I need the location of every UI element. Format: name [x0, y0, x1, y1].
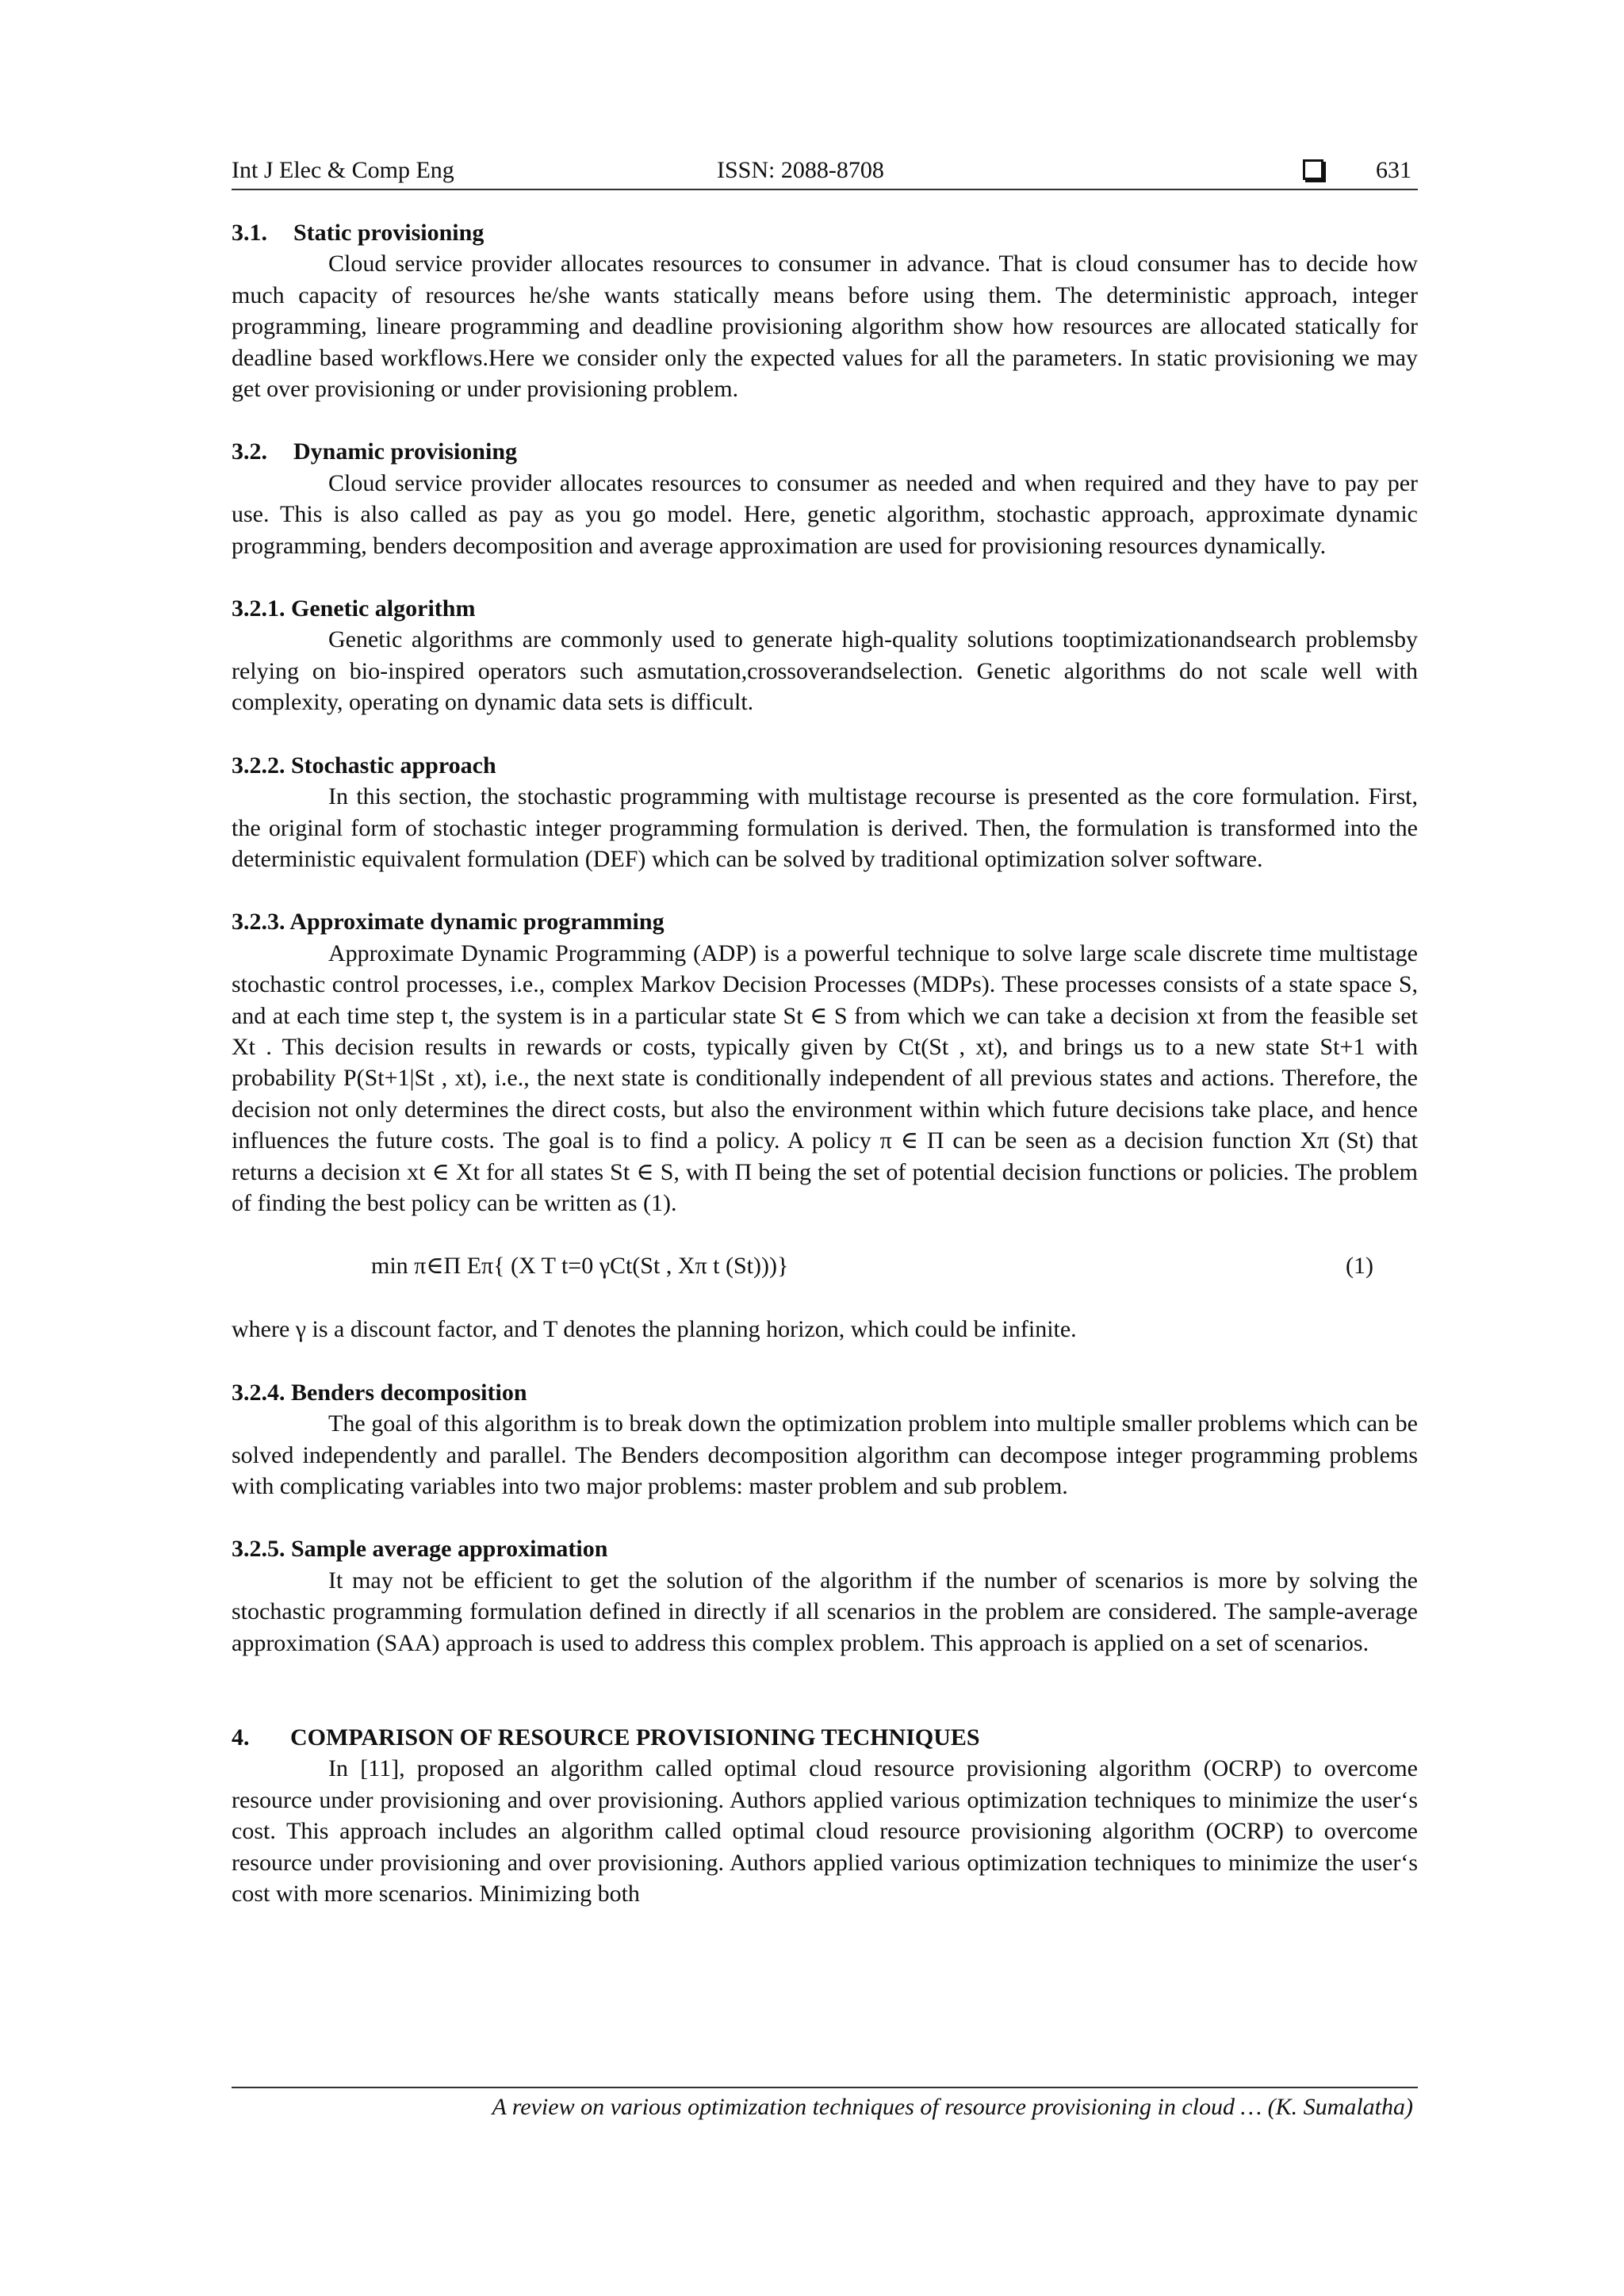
paragraph-benders: The goal of this algorithm is to break down the optimization problem into multiple smaller problems which can be solved independently and parallel. The Benders decomposition algorithm can decompose integer programming problems with complicating variables into two major problems: master problem and sub problem. [232, 1410, 1418, 1499]
section-heading-3-2-5: 3.2.5. Sample average approximation [232, 1536, 608, 1563]
running-header [232, 155, 1418, 189]
paper-page [232, 0, 1418, 2296]
section-title: COMPARISON OF RESOURCE PROVISIONING TECHNIQUES [290, 1724, 980, 1751]
paragraph-stochastic-approach: In this section, the stochastic programming with multistage recourse is presented as the core formulation. First, the original form of stochastic integer programming formulation is derived. Then, the formulation is transformed into the deterministic equivalent formulation (DEF) which can be solved by traditional optimization solver software. [232, 783, 1418, 872]
equation-1 [232, 1250, 1418, 1282]
footer-divider [232, 2087, 1418, 2088]
section-heading-3-2-4: 3.2.4. Benders decomposition [232, 1379, 527, 1406]
body-content [232, 217, 1418, 1909]
paragraph-dynamic-provisioning: Cloud service provider allocates resources to consumer as needed and when required and they have to pay per use. This is also called as pay as you go model. Here, genetic algorithm, stochastic approach, approximate dynamic programming, benders decomposition and average approximation are used for provisioning resources dynamically. [232, 469, 1418, 559]
section-title: Dynamic provisioning [293, 438, 517, 465]
section-heading-3-2-1: 3.2.1. Genetic algorithm [232, 595, 476, 622]
box-icon [1303, 159, 1323, 180]
paragraph-equation-explanation: where γ is a discount factor, and T denotes the planning horizon, which could be infinite. [232, 1316, 1077, 1343]
paragraph-comparison: In [11], proposed an algorithm called optimal cloud resource provisioning algorithm (OCRP) to overcome resource under provisioning and over provisioning. Authors applied various optimization techniques to minimize the user‘s cost. This approach includes an algorithm called optimal cloud resource provisioning algorithm (OCRP) to overcome resource under provisioning and over provisioning. Authors applied various optimization techniques to minimize the user‘s cost with more scenarios. Minimizing both [232, 1755, 1418, 1908]
journal-name: Int J Elec & Comp Eng [232, 157, 454, 183]
paragraph-adp: Approximate Dynamic Programming (ADP) is a powerful technique to solve large scale discrete time multistage stochastic control processes, i.e., complex Markov Decision Processes (MDPs). These processes consists of a state space S, and at each time step t, the system is in a particular state St ∈ S from which we can take a decision xt from the feasible set Xt . This decision results in rewards or costs, typically given by Ct(St , xt), and brings us to a new state St+1 with probability P(St+1|St , xt), i.e., the next state is conditionally independent of all previous states and actions. Therefore, the decision not only determines the direct costs, but also the environment within which future decisions take place, and hence influences the future costs. The goal is to find a policy. A policy π ∈ Π can be seen as a decision function Xπ (St) that returns a decision xt ∈ Xt for all states St ∈ S, with Π being the set of potential decision functions or policies. The problem of finding the best policy can be written as (1). [232, 939, 1418, 1216]
section-number: 3.1. [232, 220, 267, 246]
header-divider [232, 189, 1418, 190]
page-number: 631 [1376, 157, 1411, 183]
paragraph-static-provisioning: Cloud service provider allocates resources to consumer in advance. That is cloud consumer has to decide how much capacity of resources he/she wants statically means before using them. The deterministic approach, integer programming, lineare programming and deadline provisioning algorithm show how resources are allocated statically for deadline based workflows.Here we consider only the expected values for all the parameters. In static provisioning we may get over provisioning or under provisioning problem. [232, 251, 1418, 403]
section-number: 4. [232, 1724, 250, 1751]
section-number: 3.2. [232, 438, 267, 465]
section-heading-4 [232, 1722, 1418, 1753]
paragraph-genetic-algorithm: Genetic algorithms are commonly used to generate high-quality solutions tooptimizationandsearch problemsby relying on bio-inspired operators such asmutation,crossoverandselection. Genetic algorithms do not scale well with complexity, operating on dynamic data sets is difficult. [232, 626, 1418, 716]
issn-label: ISSN: 2088-8708 [717, 157, 884, 183]
equation-expression: min π∈Π Eπ{ (X T t=0 γCt(St , Xπ t (St)))} [371, 1253, 789, 1280]
paragraph-saa: It may not be efficient to get the solution of the algorithm if the number of scenarios is more by solving the stochastic programming formulation defined in directly if all scenarios in the problem are considered. The sample-average approximation (SAA) approach is used to address this complex problem. This approach is applied on a set of scenarios. [232, 1567, 1418, 1656]
section-title: Static provisioning [293, 220, 485, 246]
running-footer: A review on various optimization techniques of resource provisioning in cloud … (K. Sumalatha) [492, 2094, 1413, 2120]
section-heading-3-2-3: 3.2.3. Approximate dynamic programming [232, 909, 665, 936]
equation-number: (1) [1346, 1253, 1373, 1280]
section-heading-3-2-2: 3.2.2. Stochastic approach [232, 752, 496, 779]
section-heading-3-1 [232, 217, 1418, 248]
section-heading-3-2 [232, 436, 1418, 467]
